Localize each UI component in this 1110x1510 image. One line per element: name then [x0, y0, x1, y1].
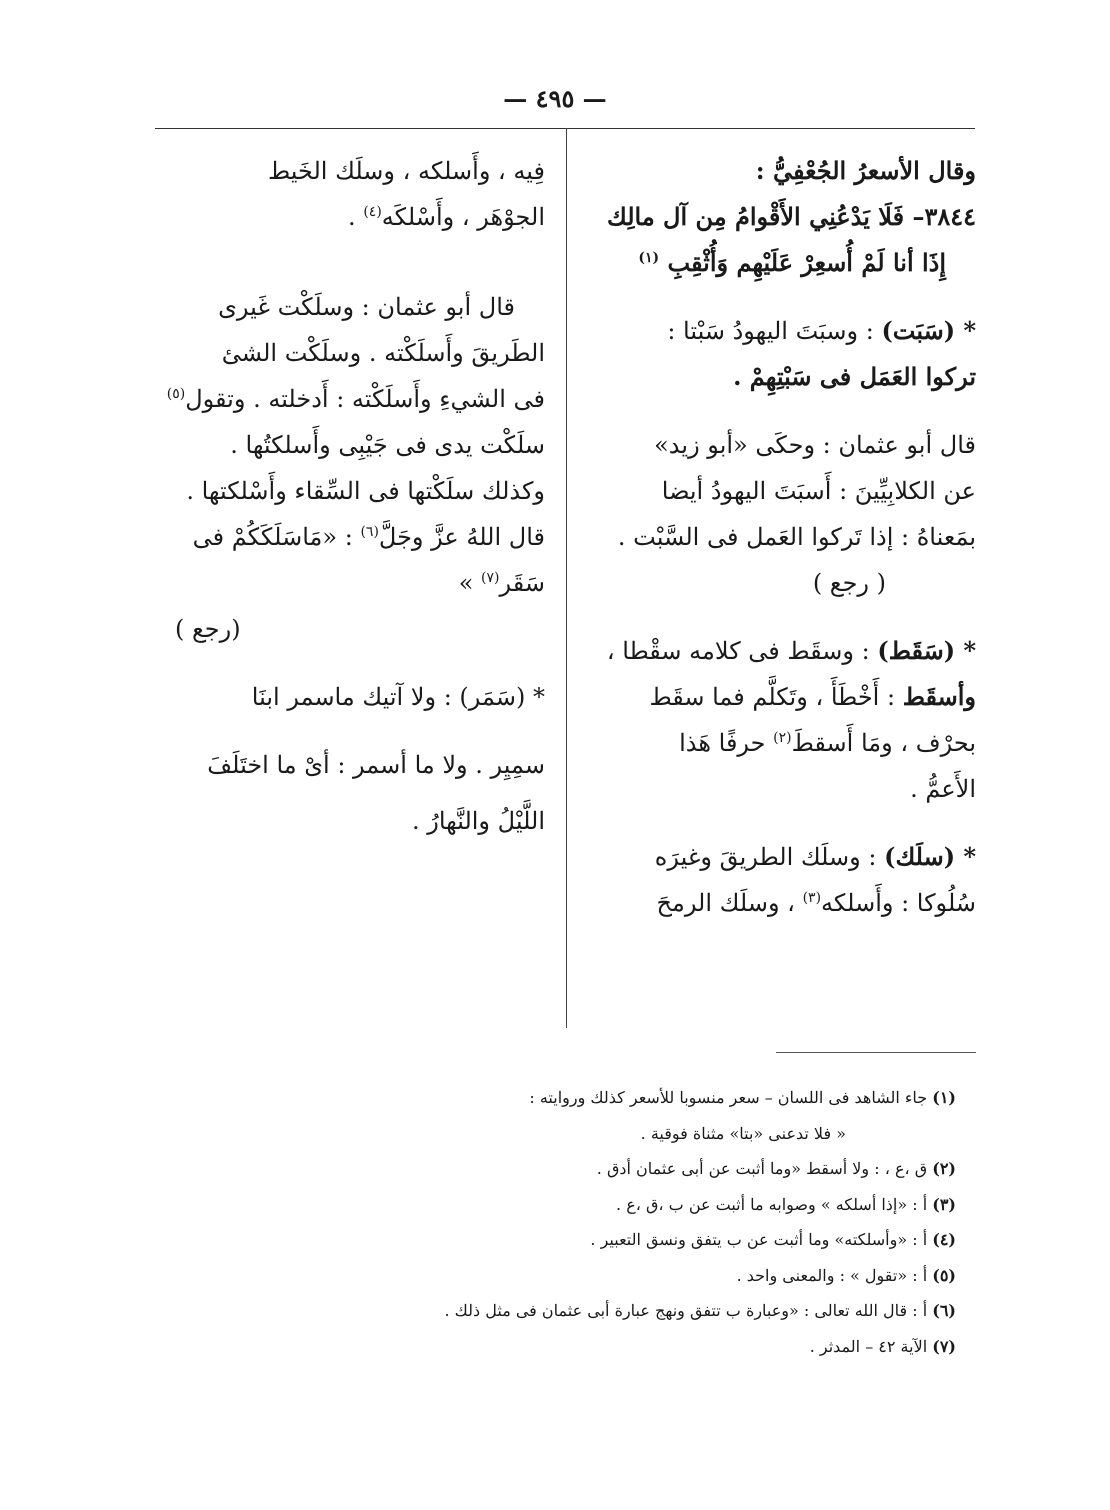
page-number: — ٤٩٥ —: [503, 84, 607, 113]
left-column: [165, 148, 545, 844]
left-text-2b: .: [348, 203, 356, 231]
entry-salak-head: * (سلَك): [884, 842, 976, 871]
entry-samar-line-1: * (سَمَر) : ولا آتيك ماسمر ابنَا: [251, 683, 545, 711]
footnote-text: أ : قال الله تعالى : «وعبارة ب تتفق ونهج عبارة أبى عثمان فى مثل ذلك .: [444, 1301, 928, 1320]
entry-saqat-text-1: : وسقَط فى كلامه سقْطا ،: [606, 637, 870, 665]
verse-line-1: [596, 194, 976, 240]
entry-salak-line-1: [596, 834, 976, 880]
entry-saqat-line-1: [596, 628, 976, 674]
entry-salak-text-2a: سُلُوكا : وأَسلكه: [821, 889, 976, 917]
footnote-text: أ : «وأسلكته» وما أثبت عن ب يتفق ونسق التعبير .: [590, 1230, 928, 1249]
footnote-7: [380, 1329, 956, 1365]
left-para2-line-4: سلَكْت يدى فى جَيْبِى وأَسلكتُها .: [230, 431, 545, 459]
abu-uthman-line-3: بمَعناهُ : إذا تَركوا العَمل فى السَّبْت .: [617, 523, 976, 551]
raja-marker-1: ( رجع ): [812, 569, 886, 597]
footnote-2: [380, 1151, 956, 1187]
footnote-1: [380, 1080, 956, 1116]
right-column: [596, 148, 976, 926]
raja-marker-2: (رجع ): [175, 615, 241, 643]
footnote-4: [380, 1222, 956, 1258]
footnote-text: « فلا تدعنى «بتا» مثناة فوقية .: [640, 1123, 846, 1143]
footnote-mark: (٦): [932, 1301, 956, 1320]
entry-saqat-line-4: الأَعمُّ .: [910, 775, 976, 803]
entry-salak-line-2: [596, 880, 976, 926]
verse-line-2: [596, 240, 976, 286]
left-para2-text-3: فى الشيءِ وأَسلَكْته : أَدخلته . وتقول: [185, 385, 545, 413]
quran-line-2: [165, 560, 545, 606]
entry-salak-text-1: : وسلَك الطريقَ وغيرَه: [654, 843, 877, 871]
entry-samar-line-3: اللَّيْلُ والنَّهارُ .: [411, 807, 545, 835]
entry-saqat-text-2: : أَخْطَأَ ، وتَكلَّم فما سقَط: [649, 683, 896, 711]
footnote-mark: (٣): [932, 1194, 956, 1214]
footnote-mark: (٥): [932, 1265, 956, 1285]
quran-text-1a: قال اللهُ عزَّ وجَلَّ: [378, 523, 545, 551]
left-footnote-ref-7: (٧): [481, 570, 500, 586]
verse-number: ٣٨٤٤–: [912, 202, 976, 231]
quran-line-1: [165, 514, 545, 560]
footnote-6: [380, 1293, 956, 1329]
quran-text-2a: سَقَر: [499, 569, 545, 597]
left-para2-line-3: [165, 376, 545, 422]
top-rule: [155, 128, 975, 129]
entry-saqat-line-2: [596, 674, 976, 720]
entry-saqat-word: وأسقَط: [902, 682, 976, 711]
entry-salak-text-2b: ، وسلَك الرمحَ: [656, 889, 795, 917]
entry-saqat-line-3: [596, 720, 976, 766]
footnote-1-continuation: [380, 1116, 956, 1152]
footnote-mark: (٧): [932, 1336, 956, 1356]
left-line-2: [165, 194, 545, 240]
poem-intro: وقال الأسعرُ الجُعْفِيُّ :: [755, 156, 976, 185]
entry-saqat-text-3a: بحرْف ، ومَا أَسقطَ: [791, 729, 976, 757]
footnote-text: أ : «تقول » : والمعنى واحد .: [736, 1265, 928, 1285]
quran-text-1b: : «مَاسَلَكَكُمْ فى: [192, 523, 353, 551]
entry-saqat-footnote-ref: (٢): [773, 730, 792, 746]
left-footnote-ref-6: (٦): [360, 524, 379, 540]
footnote-mark: (١): [932, 1088, 956, 1107]
left-para2-line-1: قال أبو عثمان : وسلَكْت غَيرى: [218, 293, 515, 321]
footnote-mark: (٤): [932, 1230, 956, 1249]
verse-text-1: فَلَا يَدْعُنِي الأَقْوامُ مِن آل مالِك: [606, 202, 905, 231]
entry-sabat-line-2: تركوا العَمَل فى سَبْتِهِمْ .: [733, 362, 976, 391]
entry-salak-footnote-ref: (٣): [802, 890, 822, 906]
footnote-text: أ : «إذا أسلكه » وصوابه ما أثبت عن ب ،ق ،ع .: [616, 1194, 928, 1214]
footnote-rule: [776, 1052, 976, 1053]
left-text-2a: الجوْهَر ، وأَسْلكَه: [381, 203, 545, 231]
left-para2-line-2: الطَريقَ وأَسلَكْته . وسلَكْت الشئ: [221, 339, 545, 367]
footnote-3: [380, 1187, 956, 1223]
footnote-text: ق ،ع ، : ولا أسقط «وما أثبت عن أبى عثمان أدق .: [596, 1159, 928, 1178]
entry-sabat-text-1: : وسبَتَ اليهودُ سَبْتا :: [667, 317, 874, 345]
footnotes: [380, 1080, 956, 1364]
footnote-text: الآية ٤٢ – المدثر .: [809, 1336, 928, 1356]
verse-text-2: إِذَا أنا لَمْ أُسعِرْ عَلَيْهِم وَأُثْقِبِ: [667, 248, 946, 277]
column-divider: [566, 128, 567, 1028]
abu-uthman-line-1: قال أبو عثمان : وحكَى «أبو زيد»: [654, 431, 976, 459]
left-line-1: فِيه ، وأَسلكه ، وسلَك الخَيط: [267, 157, 545, 185]
left-footnote-ref-4: (٤): [363, 204, 382, 220]
footnote-mark: (٢): [932, 1159, 956, 1178]
left-para2-line-5: وكذلك سلَكْتها فى السِّقاء وأَسْلكتها .: [186, 477, 545, 505]
footnote-5: [380, 1258, 956, 1294]
entry-saqat-text-3b: حرفًا هَذا: [679, 729, 766, 757]
footnote-text: جاء الشاهد فى اللسان – سعر منسوبا للأسعر كذلك وروايته :: [529, 1088, 928, 1107]
entry-samar-line-2: سمِيِر . ولا ما أسمر : أىْ ما اختَلَفَ: [207, 751, 545, 779]
verse-footnote-ref: (١): [638, 250, 660, 266]
entry-sabat-line-1: [596, 308, 976, 354]
entry-saqat-head: * (سَقَط): [877, 636, 976, 665]
left-footnote-ref-5: (٥): [166, 386, 186, 402]
abu-uthman-line-2: عن الكلابِيِّينَ : أَسبَتَ اليهودُ أيضا: [661, 477, 976, 505]
quran-text-2b: »: [458, 569, 474, 597]
entry-sabat-head: * (سَبَت): [881, 316, 976, 345]
